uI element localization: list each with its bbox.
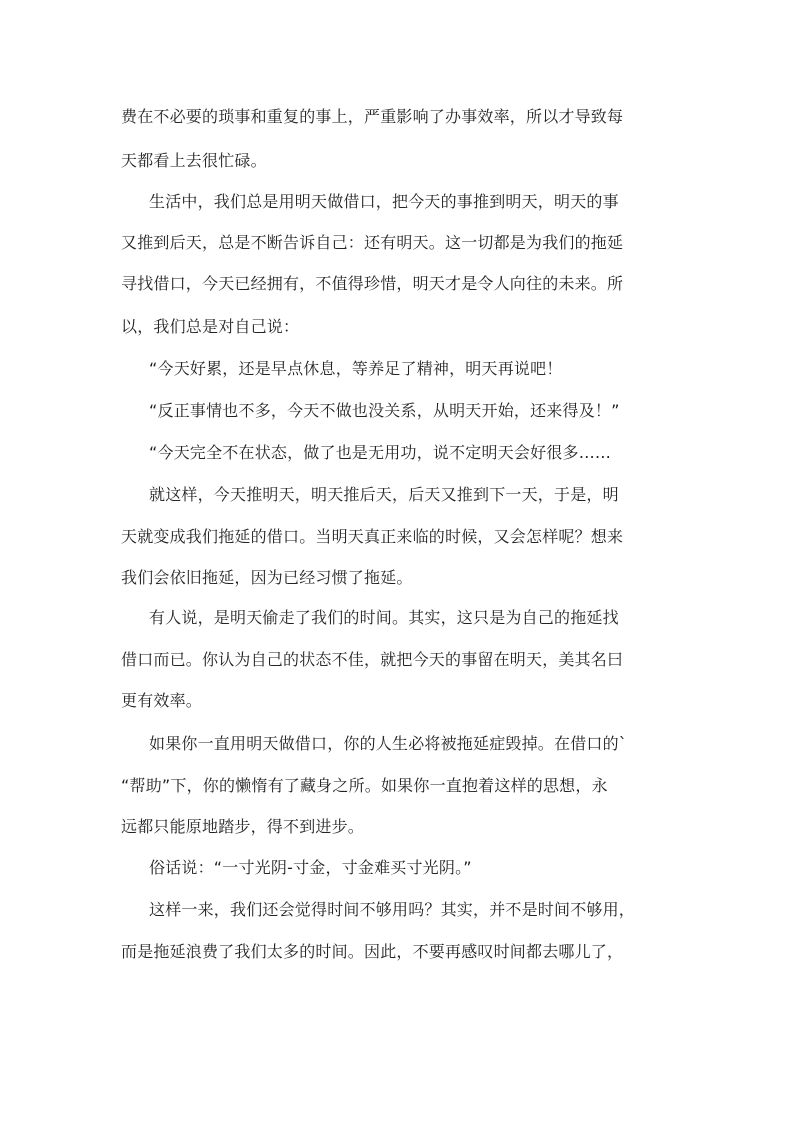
text-line-1: 费在不必要的琐事和重复的事上，严重影响了办事效率，所以才导致每: [121, 107, 624, 126]
text-line-10: 就这样，今天推明天，明天推后天，后天又推到下一天，于是，明: [149, 485, 619, 504]
text-line-19: 俗话说：“一寸光阴-寸金，寸金难买寸光阴。”: [149, 858, 472, 877]
text-line-4: 又推到后天，总是不断告诉自己：还有明天。这一切都是为我们的拖延: [121, 233, 624, 252]
text-line-7: “今天好累，还是早点休息，等养足了精神，明天再说吧！: [149, 359, 563, 378]
text-line-8: “反正事情也不多，今天不做也没关系，从明天开始，还来得及！”: [149, 401, 620, 420]
text-line-21: 而是拖延浪费了我们太多的时间。因此，不要再感叹时间都去哪儿了，: [121, 942, 624, 961]
text-line-11: 天就变成我们拖延的借口。当明天真正来临的时候，又会怎样呢？想来: [121, 527, 624, 546]
text-line-15: 更有效率。: [121, 691, 203, 710]
text-line-5: 寻找借口，今天已经拥有，不值得珍惜，明天才是令人向往的未来。所: [121, 274, 624, 293]
text-line-12: 我们会依旧拖延，因为已经习惯了拖延。: [121, 568, 413, 587]
text-line-20: 这样一来，我们还会觉得时间不够用吗？其实，并不是时间不够用，: [149, 900, 636, 919]
text-line-16: 如果你一直用明天做借口，你的人生必将被拖延症毁掉。在借口的`: [149, 734, 628, 753]
text-line-3: 生活中，我们总是用明天做借口，把今天的事推到明天，明天的事: [149, 192, 619, 211]
text-line-18: 远都只能原地踏步，得不到进步。: [121, 817, 365, 836]
text-line-6: 以，我们总是对自己说：: [121, 317, 300, 336]
text-line-13: 有人说，是明天偷走了我们的时间。其实，这只是为自己的拖延找: [149, 608, 619, 627]
text-line-17: “帮助”下，你的懒惰有了藏身之所。如果你一直抱着这样的思想，永: [121, 776, 608, 795]
text-line-2: 天都看上去很忙碌。: [121, 151, 267, 170]
text-line-9: “今天完全不在状态，做了也是无用功，说不定明天会好很多……: [149, 443, 612, 462]
text-line-14: 借口而已。你认为自己的状态不佳，就把今天的事留在明天，美其名曰: [121, 650, 624, 669]
